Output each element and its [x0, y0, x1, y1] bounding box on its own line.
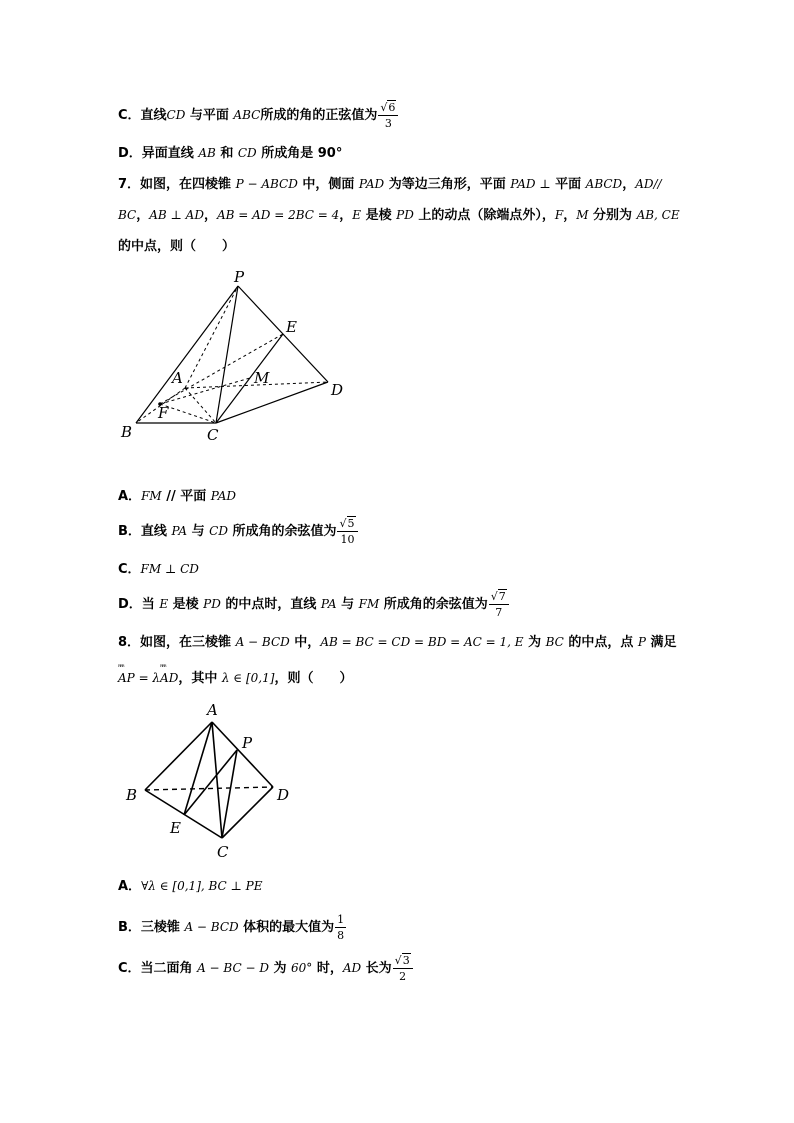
- fraction: $\frac{√3}{2}$: [393, 955, 413, 982]
- fraction: $\frac{√5}{10}$: [337, 518, 357, 545]
- label-b: B: [126, 786, 138, 804]
- q7-pyramid-figure: [115, 262, 355, 447]
- label-a: A: [207, 701, 218, 719]
- q8-stem-line1: 8．如图，在三棱锥 A − BCD 中，AB = BC = CD = BD = AC = 1, E 为 BC 的中点，点 P 满足: [118, 635, 677, 650]
- label-d: D: [331, 381, 344, 399]
- label-e: E: [286, 318, 297, 336]
- label-a: A: [172, 369, 183, 387]
- label-b: B: [121, 423, 133, 441]
- q7-option-a: A．FM // 平面 PAD: [118, 489, 237, 504]
- label-p: P: [242, 734, 253, 752]
- q7-option-d: D．当 E 是棱 PD 的中点时，直线 PA 与 FM 所成角的余弦值为 $\frac{√7}{7}$: [118, 591, 510, 618]
- fraction: $\frac{1}{8}$: [337, 913, 345, 942]
- q6-option-d: D．异面直线 AB 和 CD 所成角是 90°: [118, 146, 343, 161]
- fraction: $\frac{√7}{7}$: [489, 591, 509, 618]
- q8-option-a: A．∀λ ∈ [0,1], BC ⊥ PE: [118, 879, 263, 894]
- q8-option-c: C．当二面角 A − BC − D 为 60° 时，AD 长为 $\frac{√3}{2}$: [118, 955, 414, 982]
- label-d: D: [277, 786, 290, 804]
- vector-ad: ᴿᴿᴿ AD: [160, 664, 179, 685]
- q7-option-b: B．直线 PA 与 CD 所成角的余弦值为 $\frac{√5}{10}$: [118, 518, 359, 545]
- fraction: $\frac{√6}{3}$: [378, 102, 398, 129]
- q8-tetrahedron-figure: [120, 695, 305, 865]
- q7-stem-line1: 7．如图，在四棱锥 P − ABCD 中，侧面 PAD 为等边三角形，平面 PAD ⊥ 平面 ABCD，AD//: [118, 177, 662, 192]
- q7-option-c: C．FM ⊥ CD: [118, 562, 199, 577]
- q6-option-c: C．直线CD 与平面 ABC所成的角的正弦值为 $\frac{√6}{3}$: [118, 102, 399, 129]
- q8-stem-line2: ᴿᴿᴿ AP = λ ᴿᴿᴿ AD，其中 λ ∈ [0,1]，则（ ）: [118, 664, 353, 686]
- q8-option-b: B．三棱锥 A − BCD 体积的最大值为 $\frac{1}{8}$: [118, 913, 345, 942]
- label-c: C: [207, 426, 219, 444]
- label-c: C: [217, 843, 229, 861]
- vector-ap: ᴿᴿᴿ AP: [118, 664, 135, 685]
- label-m: M: [254, 369, 270, 387]
- label-f: F: [158, 404, 169, 422]
- label-p: P: [234, 268, 245, 286]
- q7-stem-line2: BC，AB ⊥ AD，AB = AD = 2BC = 4，E 是棱 PD 上的动点（除端点外），F，M 分别为 AB, CE: [118, 208, 680, 223]
- label-e: E: [170, 819, 181, 837]
- q7-stem-line3: 的中点，则（ ）: [118, 239, 236, 254]
